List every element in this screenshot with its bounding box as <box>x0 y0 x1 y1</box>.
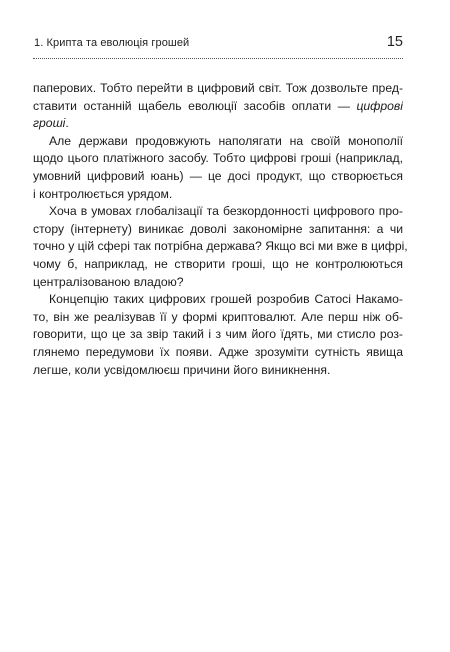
header-dotted-rule <box>33 58 403 59</box>
body-text <box>33 80 408 379</box>
page-number: 15 <box>386 34 403 50</box>
text-span: ставити останній щабель еволюції засобів оплати — <box>33 98 357 113</box>
text-line: стору (інтернету) виникає доволі закономірне запитання: а чи <box>33 221 403 236</box>
text-line: і контролюється урядом. <box>33 186 173 201</box>
text-line: глянемо передумови їх появи. Адже зрозуміти сутність явища <box>33 344 403 359</box>
text-line: грошi. <box>33 116 69 131</box>
italic-term: грошi <box>33 116 66 131</box>
text-line: точно у цій сфері так потрібна держава? Якщо всі ми вже в цифрі, <box>33 239 408 254</box>
paragraph <box>33 291 403 379</box>
running-title: 1. Крипта та еволюція грошей <box>34 37 190 49</box>
text-line: то, він же реалізував її у формі криптовалют. Але перш ніж об- <box>33 309 403 324</box>
italic-term: цифрові <box>356 98 403 113</box>
text-line <box>33 98 403 116</box>
text-line: говорити, що це за звір такий і з чим його їдять, ми стисло роз- <box>33 327 403 342</box>
paragraph <box>33 133 403 203</box>
paragraph <box>33 203 408 291</box>
text-line: щодо цього платіжного засобу. Тобто цифрові гроші (наприклад, <box>33 151 403 166</box>
text-line: Хоча в умовах глобалізації та безкордонності цифрового про- <box>49 204 403 219</box>
text-line: чому б, наприклад, не створити гроші, що не контролюються <box>33 256 403 271</box>
paragraph <box>33 80 403 133</box>
text-line: Але держави продовжують наполягати на своїй монополії <box>49 133 403 148</box>
text-line: паперових. Тобто перейти в цифровий світ. Тож дозвольте пред- <box>33 81 403 95</box>
text-line: централізованою владою? <box>33 274 184 289</box>
text-line: легше, коли усвідомлюєш причини його виникнення. <box>33 362 331 377</box>
text-line: умовний цифровий юань) — це досі продукт, що створюється <box>33 168 403 183</box>
page-header <box>33 34 403 62</box>
text-line: Концепцію таких цифрових грошей розробив Сатосі Накамо- <box>49 292 403 307</box>
